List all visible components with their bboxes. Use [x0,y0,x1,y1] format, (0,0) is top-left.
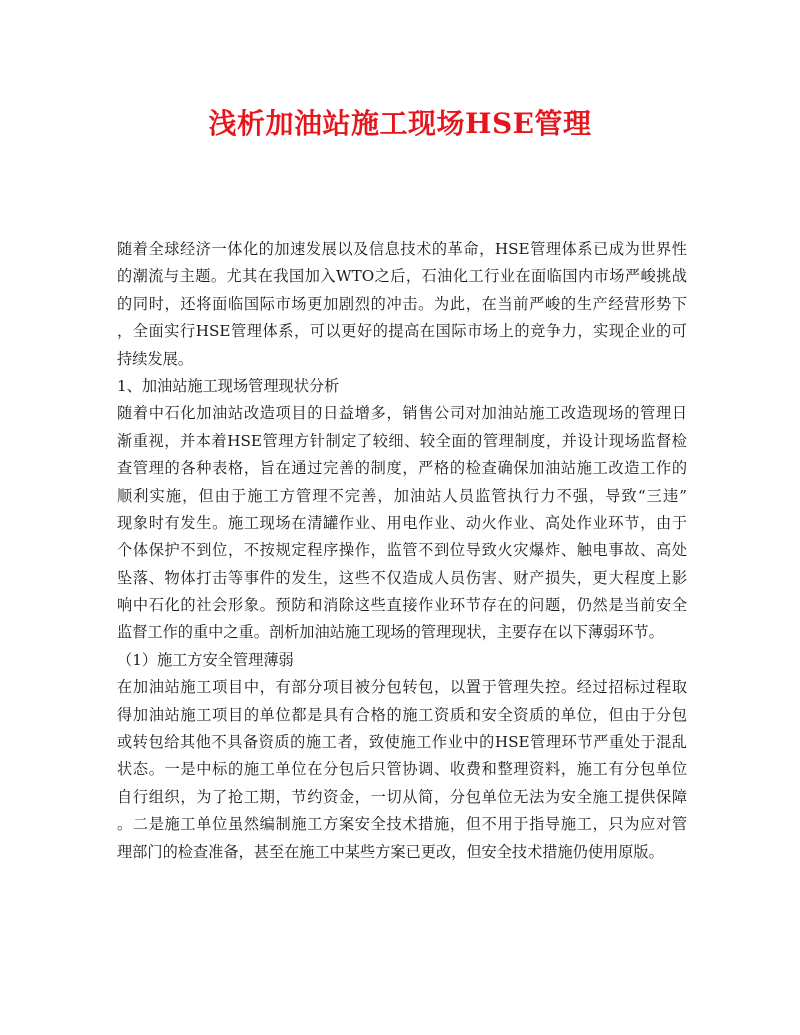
paragraph-line: 个体保护不到位，不按规定程序操作，监管不到位导致火灾爆炸、触电事故、高处 [117,541,687,560]
paragraph-line: 顺利实施，但由于施工方管理不完善，加油站人员监管执行力不强，导致“三违” [117,486,687,505]
paragraph-line: 的同时，还将面临国际市场更加剧烈的冲击。为此，在当前严峻的生产经营形势下 [117,294,687,313]
paragraph-line: 在加油站施工项目中，有部分项目被分包转包，以置于管理失控。经过招标过程取 [117,678,687,697]
paragraph-line: 理部门的检查准备，甚至在施工中某些方案已更改，但安全技术措施仍使用原版。 [117,842,664,861]
paragraph-line: ，全面实行HSE管理体系，可以更好的提高在国际市场上的竞争力，实现企业的可 [117,322,687,341]
paragraph-line: 自行组织，为了抢工期，节约资金，一切从简，分包单位无法为安全施工提供保障 [117,787,687,806]
paragraph-line: 随着全球经济一体化的加速发展以及信息技术的革命，HSE管理体系已成为世界性 [117,240,687,258]
document-body [117,236,687,866]
paragraph-line: 。二是施工单位虽然编制施工方案安全技术措施，但不用于指导施工，只为应对管 [117,815,687,834]
paragraph-line: 持续发展。 [117,349,193,368]
paragraph-line: 得加油站施工项目的单位都是具有合格的施工资质和安全资质的单位，但由于分包 [117,705,687,724]
paragraph-line: 状态。一是中标的施工单位在分包后只管协调、收费和整理资料，施工有分包单位 [117,760,687,779]
subsection-heading: （1）施工方安全管理薄弱 [117,650,294,669]
document-title: 浅析加油站施工现场HSE管理 [208,107,592,140]
paragraph-line: 现象时有发生。施工现场在清罐作业、用电作业、动火作业、高处作业环节，由于 [117,513,687,532]
paragraph-line: 随着中石化加油站改造项目的日益增多，销售公司对加油站施工改造现场的管理日 [117,404,687,423]
paragraph-line: 坠落、物体打击等事件的发生，这些不仅造成人员伤害、财产损失，更大程度上影 [117,568,687,587]
paragraph-line: 监督工作的重中之重。剖析加油站施工现场的管理现状，主要存在以下薄弱环节。 [117,623,664,642]
paragraph-line: 响中石化的社会形象。预防和消除这些直接作业环节存在的问题，仍然是当前安全 [117,596,687,615]
paragraph-line: 查管理的各种表格，旨在通过完善的制度，严格的检查确保加油站施工改造工作的 [117,459,687,478]
paragraph-line: 渐重视，并本着HSE管理方针制定了较细、较全面的管理制度，并设计现场监督检 [117,431,687,450]
paragraph-line: 或转包给其他不具备资质的施工者，致使施工作业中的HSE管理环节严重处于混乱 [117,733,687,752]
section-heading: 1、加油站施工现场管理现状分析 [117,376,340,395]
paragraph-line: 的潮流与主题。尤其在我国加入WTO之后，石油化工行业在面临国内市场严峻挑战 [117,267,687,286]
